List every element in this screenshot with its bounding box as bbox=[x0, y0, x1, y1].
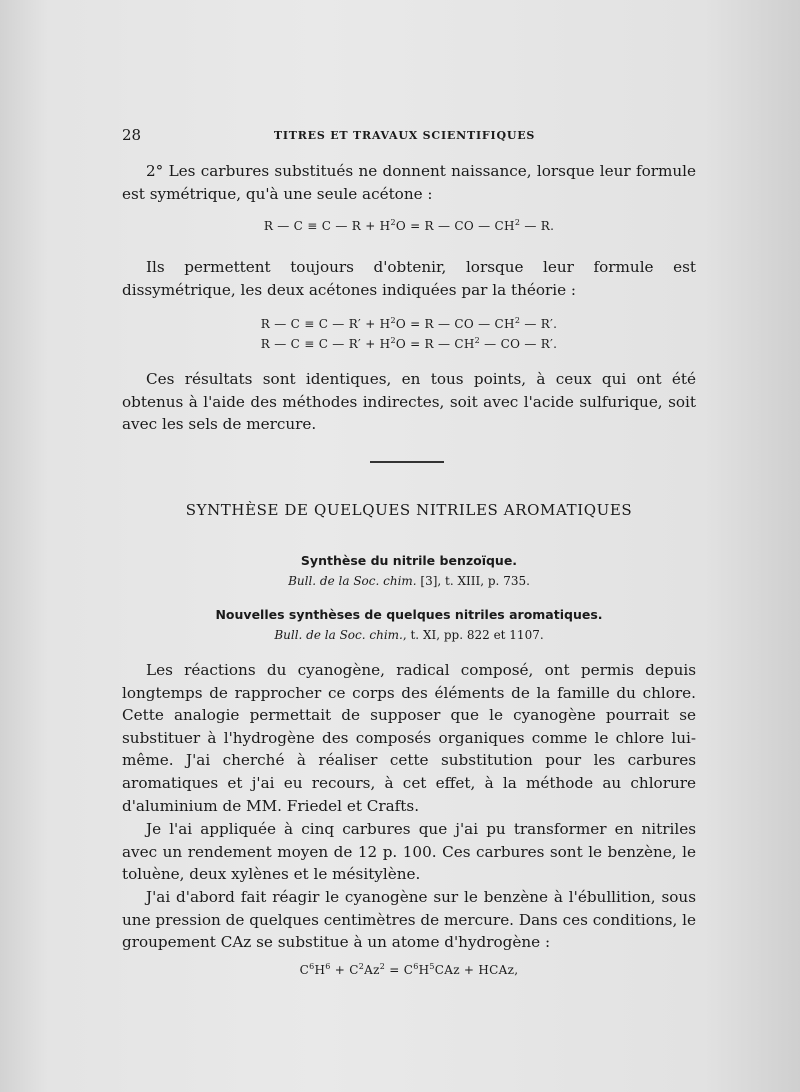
formula-benzonitrile: $C^6H^6 + C^2Az^2 = C^6H^5CAz$ + HCAz, bbox=[299, 962, 519, 977]
section-title: SYNTHÈSE DE QUELQUES NITRILES AROMATIQUES bbox=[185, 501, 633, 519]
reference-title-2: Nouvelles synthèses de quelques nitriles aromatiques. bbox=[215, 607, 603, 622]
reference-citation-2: Bull. de la Soc. chim., t. XI, pp. 822 et 1107. bbox=[274, 628, 544, 642]
formula-dissymmetric-1: R — C ≡ C — $R' + H^2O = R$ — CO — $CH^2$ — R′. bbox=[260, 316, 558, 331]
reference-title-1: Synthèse du nitrile benzoïque. bbox=[300, 553, 518, 568]
section-divider bbox=[370, 461, 444, 463]
reference-citation-1: Bull. de la Soc. chim. [3], t. XIII, p. 735. bbox=[288, 574, 530, 588]
formula-symmetric: R — C ≡ C — $R + H^2O = R$ — CO — $CH^2$ — R. bbox=[263, 218, 555, 233]
running-title: TITRES ET TRAVAUX SCIENTIFIQUES bbox=[273, 129, 536, 142]
page-number: 28 bbox=[122, 126, 142, 144]
paragraph-carbures: Je l'ai appliquée à cinq carbures que j'ai pu transformer en nitriles avec un rendement moyen de 12 p. 100. Ces carbures sont le benzène, le toluène, deux xylènes et le mésitylène. bbox=[122, 820, 696, 884]
paragraph-results: Ces résultats sont identiques, en tous points, à ceux qui ont été obtenus à l'aide des méthodes indirectes, soit avec l'acide sulfurique, soit avec les sels de mercure. bbox=[122, 370, 696, 434]
paragraph-dissymmetric: Ils permettent toujours d'obtenir, lorsque leur formule est dissymétrique, les deux acétones indiquées par la théorie : bbox=[122, 258, 696, 299]
paragraph-symmetric: 2° Les carbures substitués ne donnent naissance, lorsque leur formule est symétrique, qu'à une seule acétone : bbox=[122, 162, 696, 203]
page-header bbox=[122, 126, 687, 146]
paragraph-cyanogen: Les réactions du cyanogène, radical composé, ont permis depuis longtemps de rapprocher ce corps des éléments de la famille du chlore. Cette analogie permettait de supposer que le cyanogène pourrait se substituer à l'hydrogène des composés organiques comme le chlore lui-même. J'ai cherché à réaliser cette substitution pour les carbures aromatiques et j'ai eu recours, à cet effet, à la méthode au chlorure d'aluminium de MM. Friedel et Crafts. bbox=[122, 661, 696, 815]
paragraph-reaction: J'ai d'abord fait réagir le cyanogène sur le benzène à l'ébullition, sous une pression de quelques centimètres de mercure. Dans ces conditions, le groupement CAz se substitue à un atome d'hydrogène : bbox=[122, 888, 696, 952]
formula-dissymmetric-2: R — C ≡ C — $R' + H^2O = R$ — $CH^2$ — CO — R′. bbox=[260, 336, 558, 351]
